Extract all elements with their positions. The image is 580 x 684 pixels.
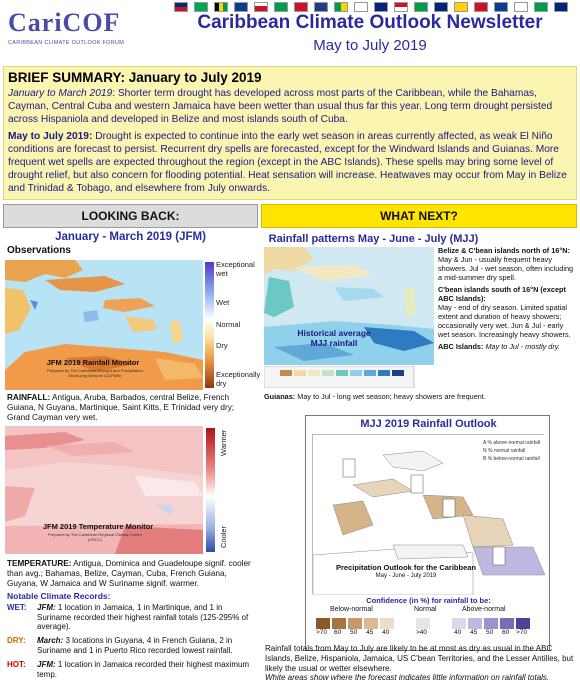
looking-back-column — [3, 204, 261, 682]
rainfall-text: Antigua, Aruba, Barbados, central Belize, French Guiana, N Guyana, Martinique, Saint Kitts, E Trinidad very dry; Grand Cayman very wet. — [7, 393, 235, 422]
temperature-monitor-map — [5, 426, 203, 554]
temperature-summary — [7, 559, 257, 589]
rainfall-patterns-title: Rainfall patterns May - June - July (MJJ) — [268, 233, 479, 245]
rain-scale-exceptionally-dry: Exceptionally dry — [216, 370, 261, 388]
rainfall-pattern-notes — [438, 246, 576, 351]
conf-header-normal: Normal — [414, 606, 437, 613]
outlook-summary — [265, 644, 575, 683]
rain-scale-exceptional-wet: Exceptional wet — [216, 260, 255, 278]
record-period: March: — [37, 636, 64, 645]
outlook-summary-note: White areas show where the forecast indicates little information on rainfall totals. — [265, 673, 550, 683]
record-period: JFM: — [37, 603, 56, 612]
flag-icon — [274, 2, 288, 12]
flag-icon — [294, 2, 308, 12]
conf-below-2: 50 — [350, 629, 358, 636]
confidence-bar-graphic — [316, 618, 541, 629]
outlook-map-dates: May - June - July 2019 — [375, 573, 437, 579]
note-text: May - end of dry season. Limited spatial extent and duration of heavy showers; occasionally very wet. Jun & Jul - early wet season. Increasingly heavy showers. — [438, 303, 571, 339]
summary-paragraph-2 — [8, 130, 572, 196]
record-text: 3 locations in Guyana, 4 in French Guiana, 2 in Suriname and 1 in Puerto Rico recorded lowest rainfall. — [37, 636, 233, 655]
note-head: Belize & C'bean islands north of 16°N: — [438, 246, 570, 255]
summary-title: BRIEF SUMMARY: January to July 2019 — [8, 70, 262, 85]
record-label: DRY: — [7, 636, 26, 645]
record-label: WET: — [7, 603, 27, 612]
outlook-map-title: Precipitation Outlook for the Caribbean — [335, 563, 476, 572]
looking-back-period: January - March 2019 (JFM) — [55, 231, 206, 243]
summary-p2-lead: May to July 2019: — [8, 130, 93, 142]
mjj-outlook-panel — [305, 415, 550, 651]
historical-rainfall-map — [264, 247, 434, 365]
flag-icon — [174, 2, 188, 12]
flag-icon — [194, 2, 208, 12]
summary-paragraph-1 — [8, 87, 572, 127]
newsletter-title: Caribbean Climate Outlook Newsletter — [197, 12, 543, 33]
newsletter-header — [0, 0, 580, 66]
legend-below: B % below-normal rainfall — [483, 456, 540, 462]
flag-icon — [214, 2, 228, 12]
caricof-logo — [8, 8, 168, 52]
summary-p1-lead: January to March 2019 — [8, 88, 113, 99]
conf-header-above: Above-normal — [462, 606, 506, 613]
flag-icon — [554, 2, 568, 12]
flag-icon — [474, 2, 488, 12]
summary-p1-text: : Shorter term drought has developed across most parts of the Caribbean, while the Bahamas, Cayman, Central Cuba and western Jamaica have been wetter than usual thus far this year. Long term drought persisted across Hispaniola and developed in Belize and most islands south of Cuba. — [8, 88, 553, 126]
record-wet — [7, 603, 257, 632]
conf-above-3: 60 — [502, 629, 510, 636]
record-text: 1 location in Jamaica, 1 in Martinique, and 1 in Suriname recorded their highest rainfall totals (125-295% of average). — [37, 603, 249, 631]
rainfall-label: RAINFALL: — [7, 393, 51, 402]
guianas-text: May to Jul - long wet season; heavy showers are frequent. — [295, 392, 486, 401]
outlook-title: MJJ 2019 Rainfall Outlook — [360, 418, 497, 430]
historical-map-legend — [264, 366, 534, 388]
what-next-heading: WHAT NEXT? — [261, 204, 577, 228]
flag-icon — [414, 2, 428, 12]
record-dry — [7, 636, 257, 655]
flag-icon — [314, 2, 328, 12]
logo-text: CariCOF — [8, 8, 121, 37]
rainfall-map-prepared: Prepared by The Caribbean Drought and Precipitation Monitoring Network (CDPMN) — [47, 368, 143, 378]
note-abc — [438, 342, 576, 351]
conf-above-2: 50 — [486, 629, 494, 636]
flag-icon — [394, 2, 408, 12]
conf-below-4: 40 — [382, 629, 390, 636]
logo-subtitle: CARIBBEAN CLIMATE OUTLOOK FORUM — [8, 40, 125, 46]
temperature-text: Antigua, Dominica and Guadeloupe signif. cooler than avg.; Bahamas, Belize, Cayman, Cuba, French Guiana, Guyana, W Jamaica and W Suriname signif. warmer. — [7, 559, 251, 588]
record-period: JFM: — [37, 660, 56, 669]
outlook-map — [312, 434, 544, 594]
guianas-label: Guianas: — [264, 392, 296, 401]
conf-above-0: 40 — [454, 629, 462, 636]
flag-icon — [234, 2, 248, 12]
rainfall-map-caption: JFM 2019 Rainfall Monitor — [46, 358, 140, 367]
flag-icon — [514, 2, 528, 12]
temp-scale-warmer: Warmer — [219, 429, 228, 456]
flag-icon — [254, 2, 268, 12]
flag-icon — [494, 2, 508, 12]
rainfall-colorbar — [205, 262, 214, 388]
records-title: Notable Climate Records: — [7, 591, 111, 601]
conf-above-4: >70 — [516, 629, 528, 636]
outlook-summary-text: Rainfall totals from May to July are likely to be at most as dry as usual in the ABC Islands, Belize, Hispaniola, Jamaica, US C'bean Territories, and the Lesser Antilles, but likely the usual or wetter elsewhere. — [265, 644, 574, 673]
confidence-colorbar — [316, 616, 541, 627]
guianas-note — [264, 392, 574, 401]
temperature-colorbar — [206, 428, 215, 552]
temperature-map-caption: JFM 2019 Temperature Monitor — [42, 522, 154, 531]
record-text: 1 location in Jamaica recorded their highest maximum temp. — [37, 660, 250, 679]
conf-header-below: Below-normal — [330, 606, 373, 613]
record-label: HOT: — [7, 660, 26, 669]
conf-above-1: 45 — [470, 629, 478, 636]
temp-scale-cooler: Cooler — [219, 525, 228, 548]
outlook-legend — [483, 439, 543, 463]
conf-below-3: 45 — [366, 629, 374, 636]
conf-normal-0: >40 — [416, 629, 428, 636]
note-text: May & Jun - usually frequent heavy showers. Jul - wet season, often including a mid-summer dry spell. — [438, 255, 574, 282]
record-hot — [7, 660, 257, 679]
legend-normal: N % normal rainfall — [483, 448, 526, 454]
rain-scale-dry: Dry — [216, 341, 228, 350]
newsletter-subtitle: May to July 2019 — [313, 37, 427, 54]
note-south — [438, 285, 576, 339]
conf-below-0: >70 — [316, 629, 328, 636]
observations-label: Observations — [7, 245, 71, 256]
brief-summary — [3, 66, 577, 200]
note-text: May to Jul - mostly dry. — [483, 342, 560, 351]
legend-above: A % above-normal rainfall — [483, 440, 540, 446]
flag-icon — [434, 2, 448, 12]
looking-back-heading: LOOKING BACK: — [3, 204, 258, 228]
rainfall-summary — [7, 393, 257, 423]
flag-icon — [454, 2, 468, 12]
rainfall-monitor-map — [5, 260, 203, 390]
flag-icon — [354, 2, 368, 12]
note-head: ABC Islands: — [438, 342, 484, 351]
summary-p2-text: Drought is expected to continue into the early wet season in areas currently affected, as weak El Niño conditions are forecast to persist. Recurrent dry spells are forecasted, except for the Windward Islands and Guianas. More frequent wet spells are expected throughout the region (except in the ABC Islands). These spells may bring some level of drought relief, but also concern for flooding potential. Heat sensation will increase. Heatwaves may occur from May in Belize and Trinidad & Tobago, and elsewhere from July onwards. — [8, 130, 567, 195]
rain-scale-normal: Normal — [216, 320, 241, 329]
flag-icon — [334, 2, 348, 12]
note-north — [438, 246, 576, 282]
what-next-column — [261, 204, 577, 682]
temperature-map-prepared: Prepared by The Caribbean Regional Climate Centre (CRCC) — [48, 532, 142, 542]
flag-icon — [374, 2, 388, 12]
historical-map-label: Historical average MJJ rainfall — [297, 328, 371, 348]
historical-legend-graphic — [264, 366, 464, 388]
conf-below-1: 60 — [334, 629, 342, 636]
flag-icon — [534, 2, 548, 12]
temperature-label: TEMPERATURE: — [7, 559, 72, 568]
note-head: C'bean islands south of 16°N (except ABC Islands): — [438, 285, 566, 303]
confidence-title: Confidence (in %) for rainfall to be: — [366, 596, 491, 605]
rain-scale-wet: Wet — [216, 298, 230, 307]
